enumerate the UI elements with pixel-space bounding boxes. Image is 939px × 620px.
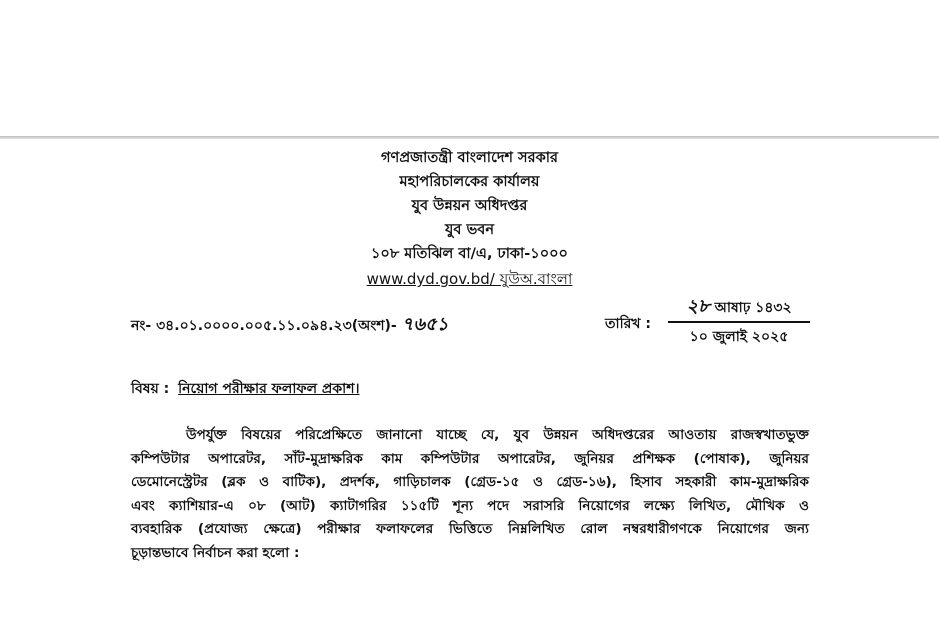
subject-line (131, 377, 360, 401)
letterhead-government: গণপ্রজাতন্ত্রী বাংলাদেশ সরকার (381, 150, 558, 166)
body-line: চূড়ান্তভাবে নির্বাচন করা হলো : (131, 544, 300, 561)
letterhead-building: যুব ভবন (444, 222, 494, 238)
body-line: ব্যবহারিক (প্রযোজ্য ক্ষেত্রে) পরীক্ষার ফলাফলের ভিত্তিতে নিম্নলিখিত রোল নম্বরধারীগণকে নিয়োগের জন্য (131, 521, 809, 537)
letterhead-office: মহাপরিচালকের কার্যালয় (399, 174, 540, 190)
body-line: ডেমোনেস্ট্রেটর (ব্লক ও বাটিক), প্রদর্শক, গাড়িচালক (গ্রেড-১৫ ও গ্রেড-১৬), হিসাব সহকারী কাম-মুদ্রাক্ষরিক (131, 474, 809, 490)
subject-label: বিষয় : (131, 381, 170, 397)
website-link[interactable]: www.dyd.gov.bd/ যুউঅ.বাংলা (366, 270, 573, 288)
date-bangla (668, 293, 810, 321)
memo-number-handwritten: ৭৬৫১ (401, 314, 449, 335)
page-divider (0, 136, 939, 139)
blank-top-area (0, 0, 939, 137)
body-line: কম্পিউটার অপারেটর, সাঁট-মুদ্রাক্ষরিক কাম কম্পিউটার অপারেটর, জুনিয়র প্রশিক্ষক (পোষাক), জুনিয়র (131, 450, 809, 467)
body-line: এবং ক্যাশিয়ার-এ ০৮ (আট) ক্যাটাগরির ১১৫টি শূন্য পদে সরাসরি নিয়োগের লক্ষ্যে লিখিত, মৌখিক ও (131, 497, 809, 514)
body-paragraph (131, 424, 809, 565)
date-english: ১০ জুলাই ২০২৫ (689, 329, 789, 345)
body-line: উপর্যুক্ত বিষয়ের পরিপ্রেক্ষিতে জানানো যাচ্ছে যে, যুব উন্নয়ন অধিদপ্তরের আওতায় রাজস্বখাতভুক্ত (186, 427, 809, 443)
memo-number (131, 310, 448, 341)
letterhead-department: যুব উন্নয়ন অধিদপ্তর (411, 198, 528, 214)
subject-text: নিয়োগ পরীক্ষার ফলাফল প্রকাশ। (178, 381, 360, 397)
letterhead (0, 146, 939, 292)
date-bangla-day-handwritten: ২৮ (686, 296, 710, 317)
date-block (668, 293, 810, 351)
letterhead-address: ১০৮ মতিঝিল বা/এ, ঢাকা-১০০০ (371, 246, 568, 262)
date-label: তারিখ : (605, 316, 651, 332)
date-bangla-month-year: আষাঢ় ১৪৩২ (709, 300, 792, 316)
memo-number-prefix: নং- ৩৪.০১.০০০০.০০৫.১১.০৯৪.২৩(অংশ)- (131, 318, 397, 334)
